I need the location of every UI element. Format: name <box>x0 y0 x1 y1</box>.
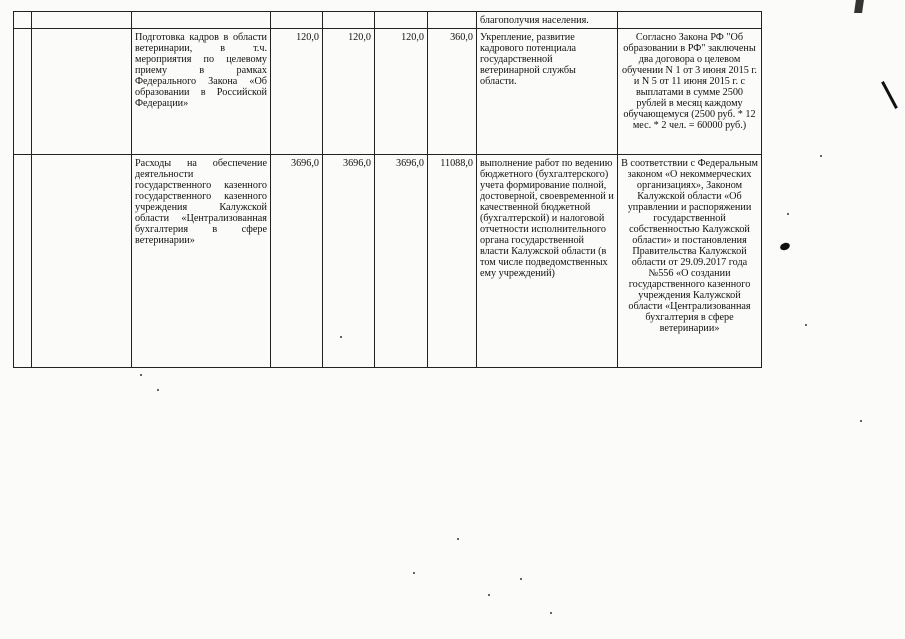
cell-justification: Согласно Закона РФ "Об образовании в РФ" заключены два договора о целевом обучении N 1 от 3 июня 2015 г. и N 5 от 11 июня 2015 г. с выплатами в сумме 2500 рублей в месяц каждому обучающемуся (2500 руб. * 12 мес. * 2 чел. = 60000 руб.) <box>618 29 762 155</box>
cell-value-3: 3696,0 <box>375 155 428 368</box>
scan-artifact <box>413 572 415 574</box>
cell-value-1 <box>271 12 323 29</box>
table-row <box>14 12 762 29</box>
cell-index <box>14 29 32 155</box>
scan-artifact <box>140 374 142 376</box>
cell-value-3 <box>375 12 428 29</box>
scan-artifact <box>550 612 552 614</box>
cell-value-3: 120,0 <box>375 29 428 155</box>
table-row <box>14 155 762 368</box>
cell-blank <box>32 29 132 155</box>
scan-artifact <box>805 324 807 326</box>
scan-artifact <box>488 594 490 596</box>
scan-artifact <box>157 389 159 391</box>
budget-table <box>13 11 762 368</box>
cell-blank <box>32 155 132 368</box>
cell-value-1: 3696,0 <box>271 155 323 368</box>
scan-artifact <box>860 420 862 422</box>
cell-outcome: благополучия населения. <box>477 12 618 29</box>
cell-total: 11088,0 <box>428 155 477 368</box>
cell-justification: В соответствии с Федеральным законом «О некоммерческих организациях», Законом Калужской области «Об управлении и распоряжении государственной собственностью Калужской области» и постановления Правительства Калужской области от 29.09.2017 года №556 «О создании государственного казенного учреждения Калужской области «Централизованная бухгалтерия в сфере ветеринарии» <box>618 155 762 368</box>
cell-outcome: Укрепление, развитие кадрового потенциала государственной ветеринарной службы области. <box>477 29 618 155</box>
scan-artifact <box>340 336 342 338</box>
scan-artifact <box>520 578 522 580</box>
cell-index <box>14 155 32 368</box>
scan-artifact <box>787 213 789 215</box>
scan-artifact <box>457 538 459 540</box>
cell-blank <box>32 12 132 29</box>
cell-outcome: выполнение работ по ведению бюджетного (бухгалтерского) учета формирование полной, достоверной, своевременной и качественной бюджетной (бухгалтерской) и налоговой отчетности исполнительного органа государственной власти Калужской области (в том числе подведомственных ему учреждений) <box>477 155 618 368</box>
cell-value-2: 120,0 <box>323 29 375 155</box>
cell-value-2: 3696,0 <box>323 155 375 368</box>
cell-total: 360,0 <box>428 29 477 155</box>
cell-name: Расходы на обеспечение деятельности государственного казенного государственного казенного учреждения Калужской области «Централизованная бухгалтерия в сфере ветеринарии» <box>132 155 271 368</box>
cell-justification <box>618 12 762 29</box>
cell-name <box>132 12 271 29</box>
cell-index <box>14 12 32 29</box>
cell-name: Подготовка кадров в области ветеринарии, в т.ч. мероприятия по целевому приему в рамках Федерального Закона «Об образовании в Российской Федерации» <box>132 29 271 155</box>
cell-total <box>428 12 477 29</box>
table-row <box>14 29 762 155</box>
scan-artifact <box>820 155 822 157</box>
cell-value-2 <box>323 12 375 29</box>
cell-value-1: 120,0 <box>271 29 323 155</box>
